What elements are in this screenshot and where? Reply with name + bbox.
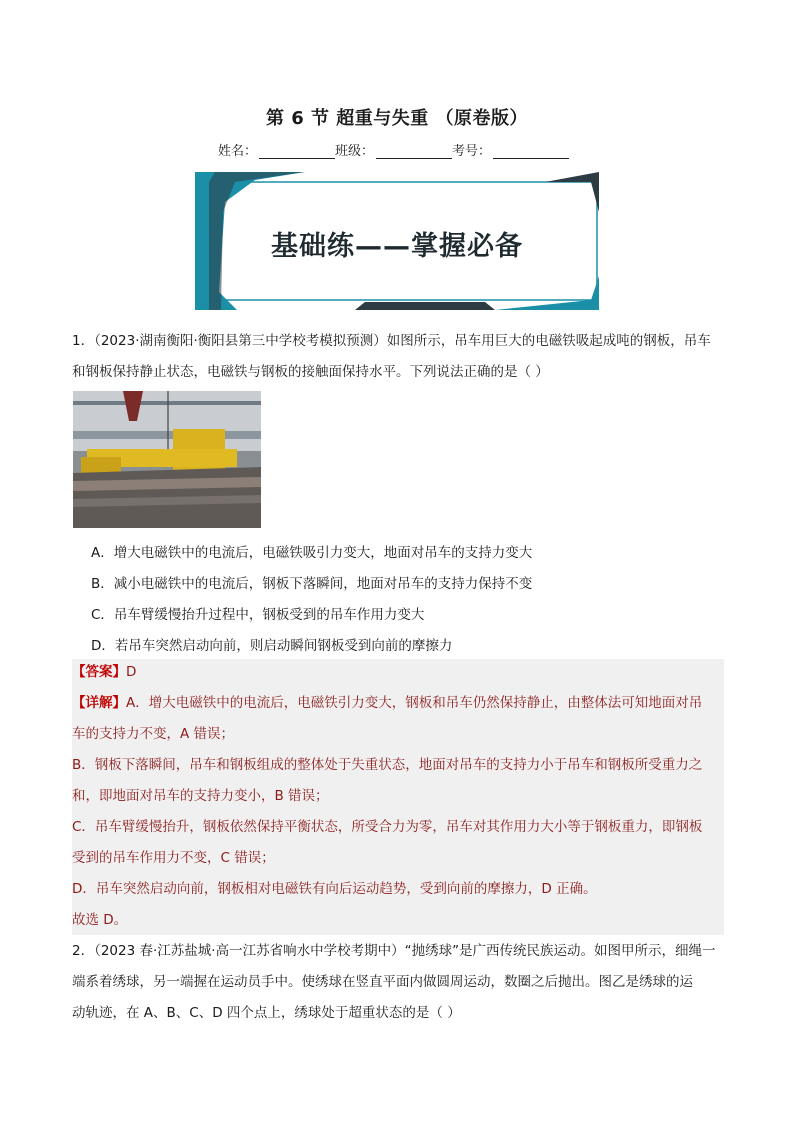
question-2-line-2: 端系着绣球，另一端握在运动员手中。使绣球在竖直平面内做圆周运动，数圈之后抛出。图乙是绣球的运 [72,974,693,990]
exam-label: 考号： [452,144,492,159]
detail-tag: 【详解】 [72,695,126,711]
class-label: 班级： [335,144,375,159]
detail-line-3: B．钢板下落瞬间，吊车和钢板组成的整体处于失重状态，地面对吊车的支持力小于吊车和钢板所受重力之 [72,757,703,773]
detail-line-8: 故选 D。 [72,912,128,928]
detail-line-7: D．吊车突然启动向前，钢板相对电磁铁有向后运动趋势，受到向前的摩擦力，D 正确。 [72,881,597,897]
question-1-line-1: 1．（2023·湖南衡阳·衡阳县第三中学校考模拟预测）如图所示，吊车用巨大的电磁铁吸起成吨的钢板，吊车 [72,333,711,349]
question-1-option-c: C．吊车臂缓慢抬升过程中，钢板受到的吊车作用力变大 [91,607,425,623]
detail-text-1: A．增大电磁铁中的电流后，电磁铁引力变大，钢板和吊车仍然保持静止，由整体法可知地面对吊 [126,695,703,711]
question-1-option-a: A．增大电磁铁中的电流后，电磁铁吸引力变大，地面对吊车的支持力变大 [91,545,533,561]
question-1-line-2: 和钢板保持静止状态，电磁铁与钢板的接触面保持水平。下列说法正确的是（ ） [72,364,549,380]
question-2-line-3: 动轨迹，在 A、B、C、D 四个点上，绣球处于超重状态的是（ ） [72,1005,461,1021]
detail-line-5: C．吊车臂缓慢抬升，钢板依然保持平衡状态，所受合力为零，吊车对其作用力大小等于钢板重力，即钢板 [72,819,703,835]
name-label: 姓名： [218,144,258,159]
detail-line-2: 车的支持力不变，A 错误； [72,726,235,742]
question-1-option-b: B．减小电磁铁中的电流后，钢板下落瞬间，地面对吊车的支持力保持不变 [91,576,533,592]
crane-electromagnet-photo [73,391,261,528]
detail-line-1 [72,688,724,719]
detail-line-6: 受到的吊车作用力不变，C 错误； [72,850,275,866]
student-info-line [218,140,569,159]
exam-blank[interactable] [493,144,569,159]
answer-value: D [126,664,137,680]
section-banner [195,172,599,310]
question-2-line-1: 2．（2023 春·江苏盐城·高一江苏省响水中学校考期中）“抛绣球”是广西传统民族运动。如图甲所示，细绳一 [72,943,716,959]
page-title: 第 6 节 超重与失重 （原卷版） [265,108,529,129]
answer-tag: 【答案】 [72,664,126,680]
answer-line [72,657,724,688]
question-1-option-d: D．若吊车突然启动向前，则启动瞬间钢板受到向前的摩擦力 [91,638,453,654]
name-blank[interactable] [259,144,335,159]
class-blank[interactable] [376,144,452,159]
detail-line-4: 和，即地面对吊车的支持力变小，B 错误； [72,788,329,804]
banner-title: 基础练——掌握必备 [271,231,523,262]
